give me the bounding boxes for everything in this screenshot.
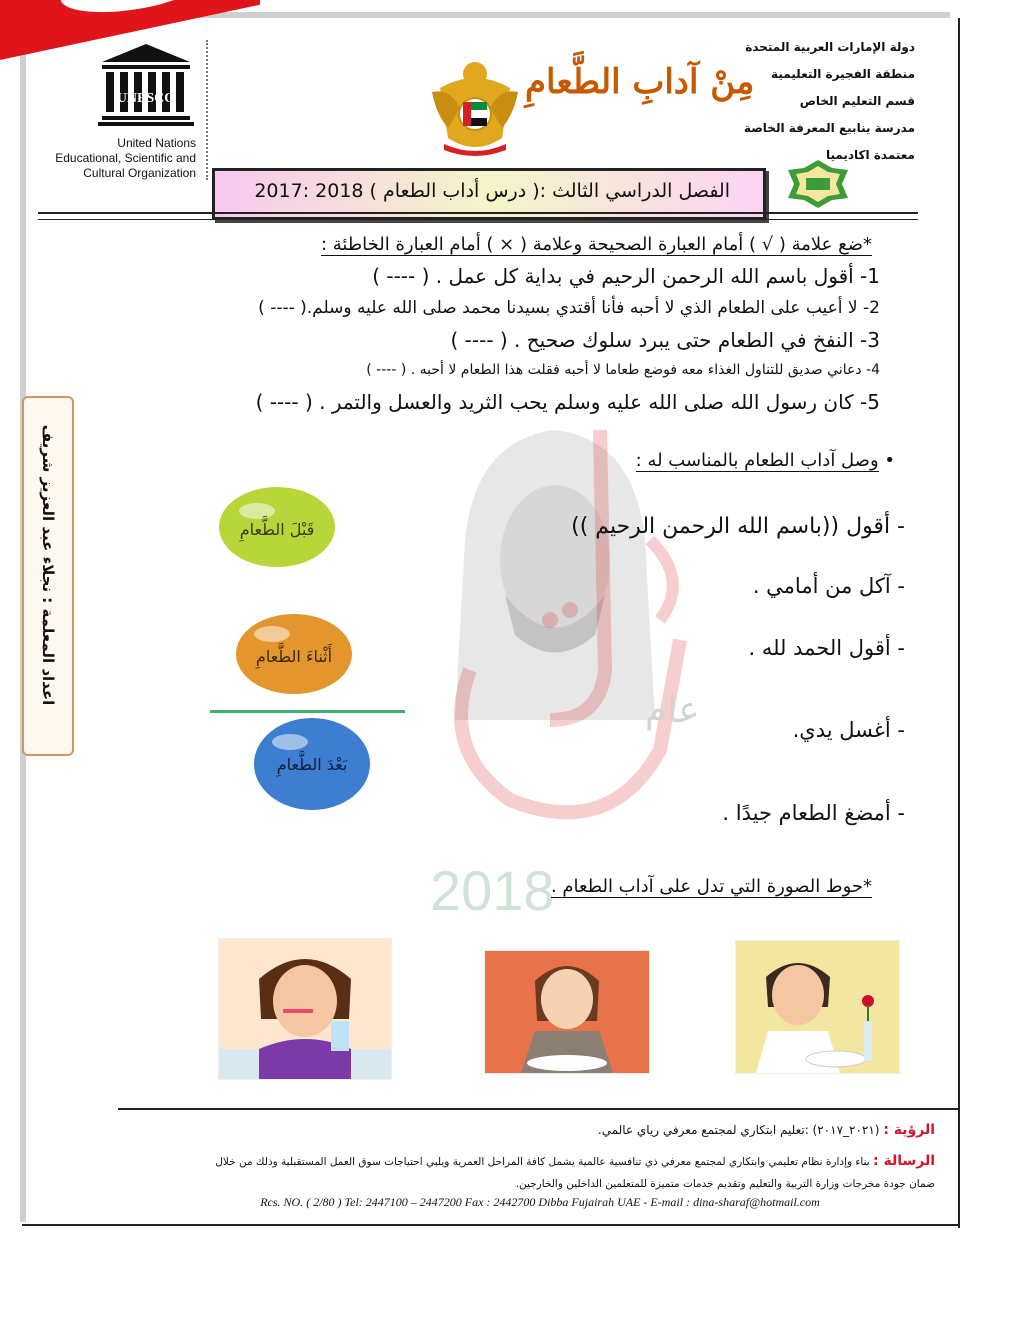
- school-info-line: منطقة الفجيرة التعليمية: [771, 67, 915, 81]
- statement-5: 5- كان رسول الله صلى الله عليه وسلم يحب الثريد والعسل والتمر . ( ---- ): [255, 390, 880, 414]
- zayed-calligraphy-watermark: [430, 420, 710, 850]
- school-info-line: قسم التعليم الخاص: [799, 94, 915, 108]
- teacher-credit: اعداد المعلمة : نجلاء عبد العزيز شريف: [39, 424, 57, 706]
- unesco-line: Cultural Organization: [83, 166, 196, 180]
- match-item-1: - أقول ((باسم الله الرحمن الرحيم )): [571, 514, 905, 539]
- boy-at-table-image[interactable]: [735, 940, 900, 1074]
- statement-3: 3- النفخ في الطعام حتى يبرد سلوك صحيح . ( ---- ): [450, 328, 880, 352]
- unesco-logo-text: UNESCO: [116, 91, 176, 106]
- term-banner-text: الفصل الدراسي الثالث :( درس أداب الطعام ) 2018 :2017: [254, 180, 730, 202]
- footer-divider: [118, 1108, 960, 1110]
- match-item-3: - أقول الحمد لله .: [748, 636, 905, 660]
- balloon-during-meal: [232, 610, 402, 720]
- school-logo-icon: [780, 158, 856, 210]
- circle-instruction: [220, 876, 872, 897]
- truefalse-instruction: [220, 234, 872, 255]
- circle-instruction-text: *حوط الصورة التي تدل على آداب الطعام .: [550, 876, 872, 897]
- header-dotted-divider: [206, 40, 208, 180]
- balloon-after-meal: [250, 712, 420, 822]
- match-item-4: - أغسل يدي.: [792, 718, 905, 742]
- unesco-caption: [40, 136, 196, 181]
- matching-instruction: • وصل آداب الطعام بالمناسب له :: [635, 450, 895, 471]
- lesson-title: مِنْ آدابِ الطَّعامِ: [525, 62, 755, 102]
- balloon-label: بَعْدَ الطَّعامِ: [276, 755, 348, 774]
- match-item-2: - آكل من أمامي .: [752, 574, 905, 598]
- school-info: [705, 34, 915, 169]
- page-frame-bottom: [22, 1224, 960, 1226]
- girl-eating-image[interactable]: [484, 950, 650, 1074]
- statement-2: 2- لا أعيب على الطعام الذي لا أحبه فأنا أقتدي بسيدنا محمد صلى الله عليه وسلم.( ---- ): [258, 298, 880, 318]
- unesco-line: United Nations: [117, 136, 196, 150]
- school-info-line: دولة الإمارات العربية المتحدة: [745, 40, 915, 54]
- balloon-label: أَثْناءَ الطَّعامِ: [255, 647, 333, 666]
- school-info-line: مدرسة ينابيع المعرفة الخاصة: [743, 121, 915, 135]
- vision-label: الرؤية :: [883, 1122, 935, 1138]
- school-info-line: معتمدة اكاديميا: [825, 148, 915, 162]
- mission-statement: [200, 1150, 935, 1195]
- watermark-year: 2018: [430, 859, 555, 922]
- unesco-line: Educational, Scientific and: [55, 151, 196, 165]
- statement-1: 1- أقول باسم الله الرحمن الرحيم في بداية كل عمل . ( ---- ): [372, 264, 880, 288]
- truefalse-instruction-text: *ضع علامة ( √ ) أمام العبارة الصحيحة وعلامة ( × ) أمام العبارة الخاطئة :: [320, 234, 872, 255]
- header-divider: [38, 212, 918, 220]
- contact-info: Rcs. NO. ( 2/80 ) Tel: 2447100 – 2447200 Fax : 2442700 Dibba Fujairah UAE - E-mail : dina-sharaf@hotmail.com: [260, 1195, 820, 1209]
- mission-label: الرسالة :: [872, 1153, 935, 1169]
- matching-instruction-text: وصل آداب الطعام بالمناسب له :: [635, 450, 879, 471]
- balloon-label: قَبْلَ الطَّعامِ: [239, 520, 315, 539]
- watermark-aam: عام: [645, 690, 700, 731]
- page-frame-right: [958, 18, 960, 1228]
- mission-text: بناء وإدارة نظام تعليمي وابتكاري لمجتمع معرفي ذي تنافسية عالمية يشمل كافة المراحل العمرية ويلبي احتياجات سوق العمل المستقبلية وذلك من خلال ضمان جودة مخرجات وزارة التربية والتعليم وتقديم خدمات متميزة للمتعلمين الداخلين والخارجين.: [215, 1156, 935, 1190]
- balloon-before-meal: [212, 485, 382, 595]
- vision-statement: [200, 1122, 935, 1138]
- uae-emblem-icon: [430, 58, 520, 158]
- match-item-5: - أمضغ الطعام جيدًا .: [722, 801, 905, 825]
- unesco-temple-icon: [98, 42, 194, 126]
- statement-4: 4- دعاني صديق للتناول الغذاء معه فوضع طعاما لا أحبه فقلت هذا الطعام لا أحبه . ( ---- ): [366, 362, 880, 378]
- vision-text: (٢٠٢١_٢٠١٧) :تعليم ابتكاري لمجتمع معرفي رياي عالمي.: [597, 1123, 880, 1137]
- girl-brushing-teeth-image[interactable]: [218, 938, 392, 1080]
